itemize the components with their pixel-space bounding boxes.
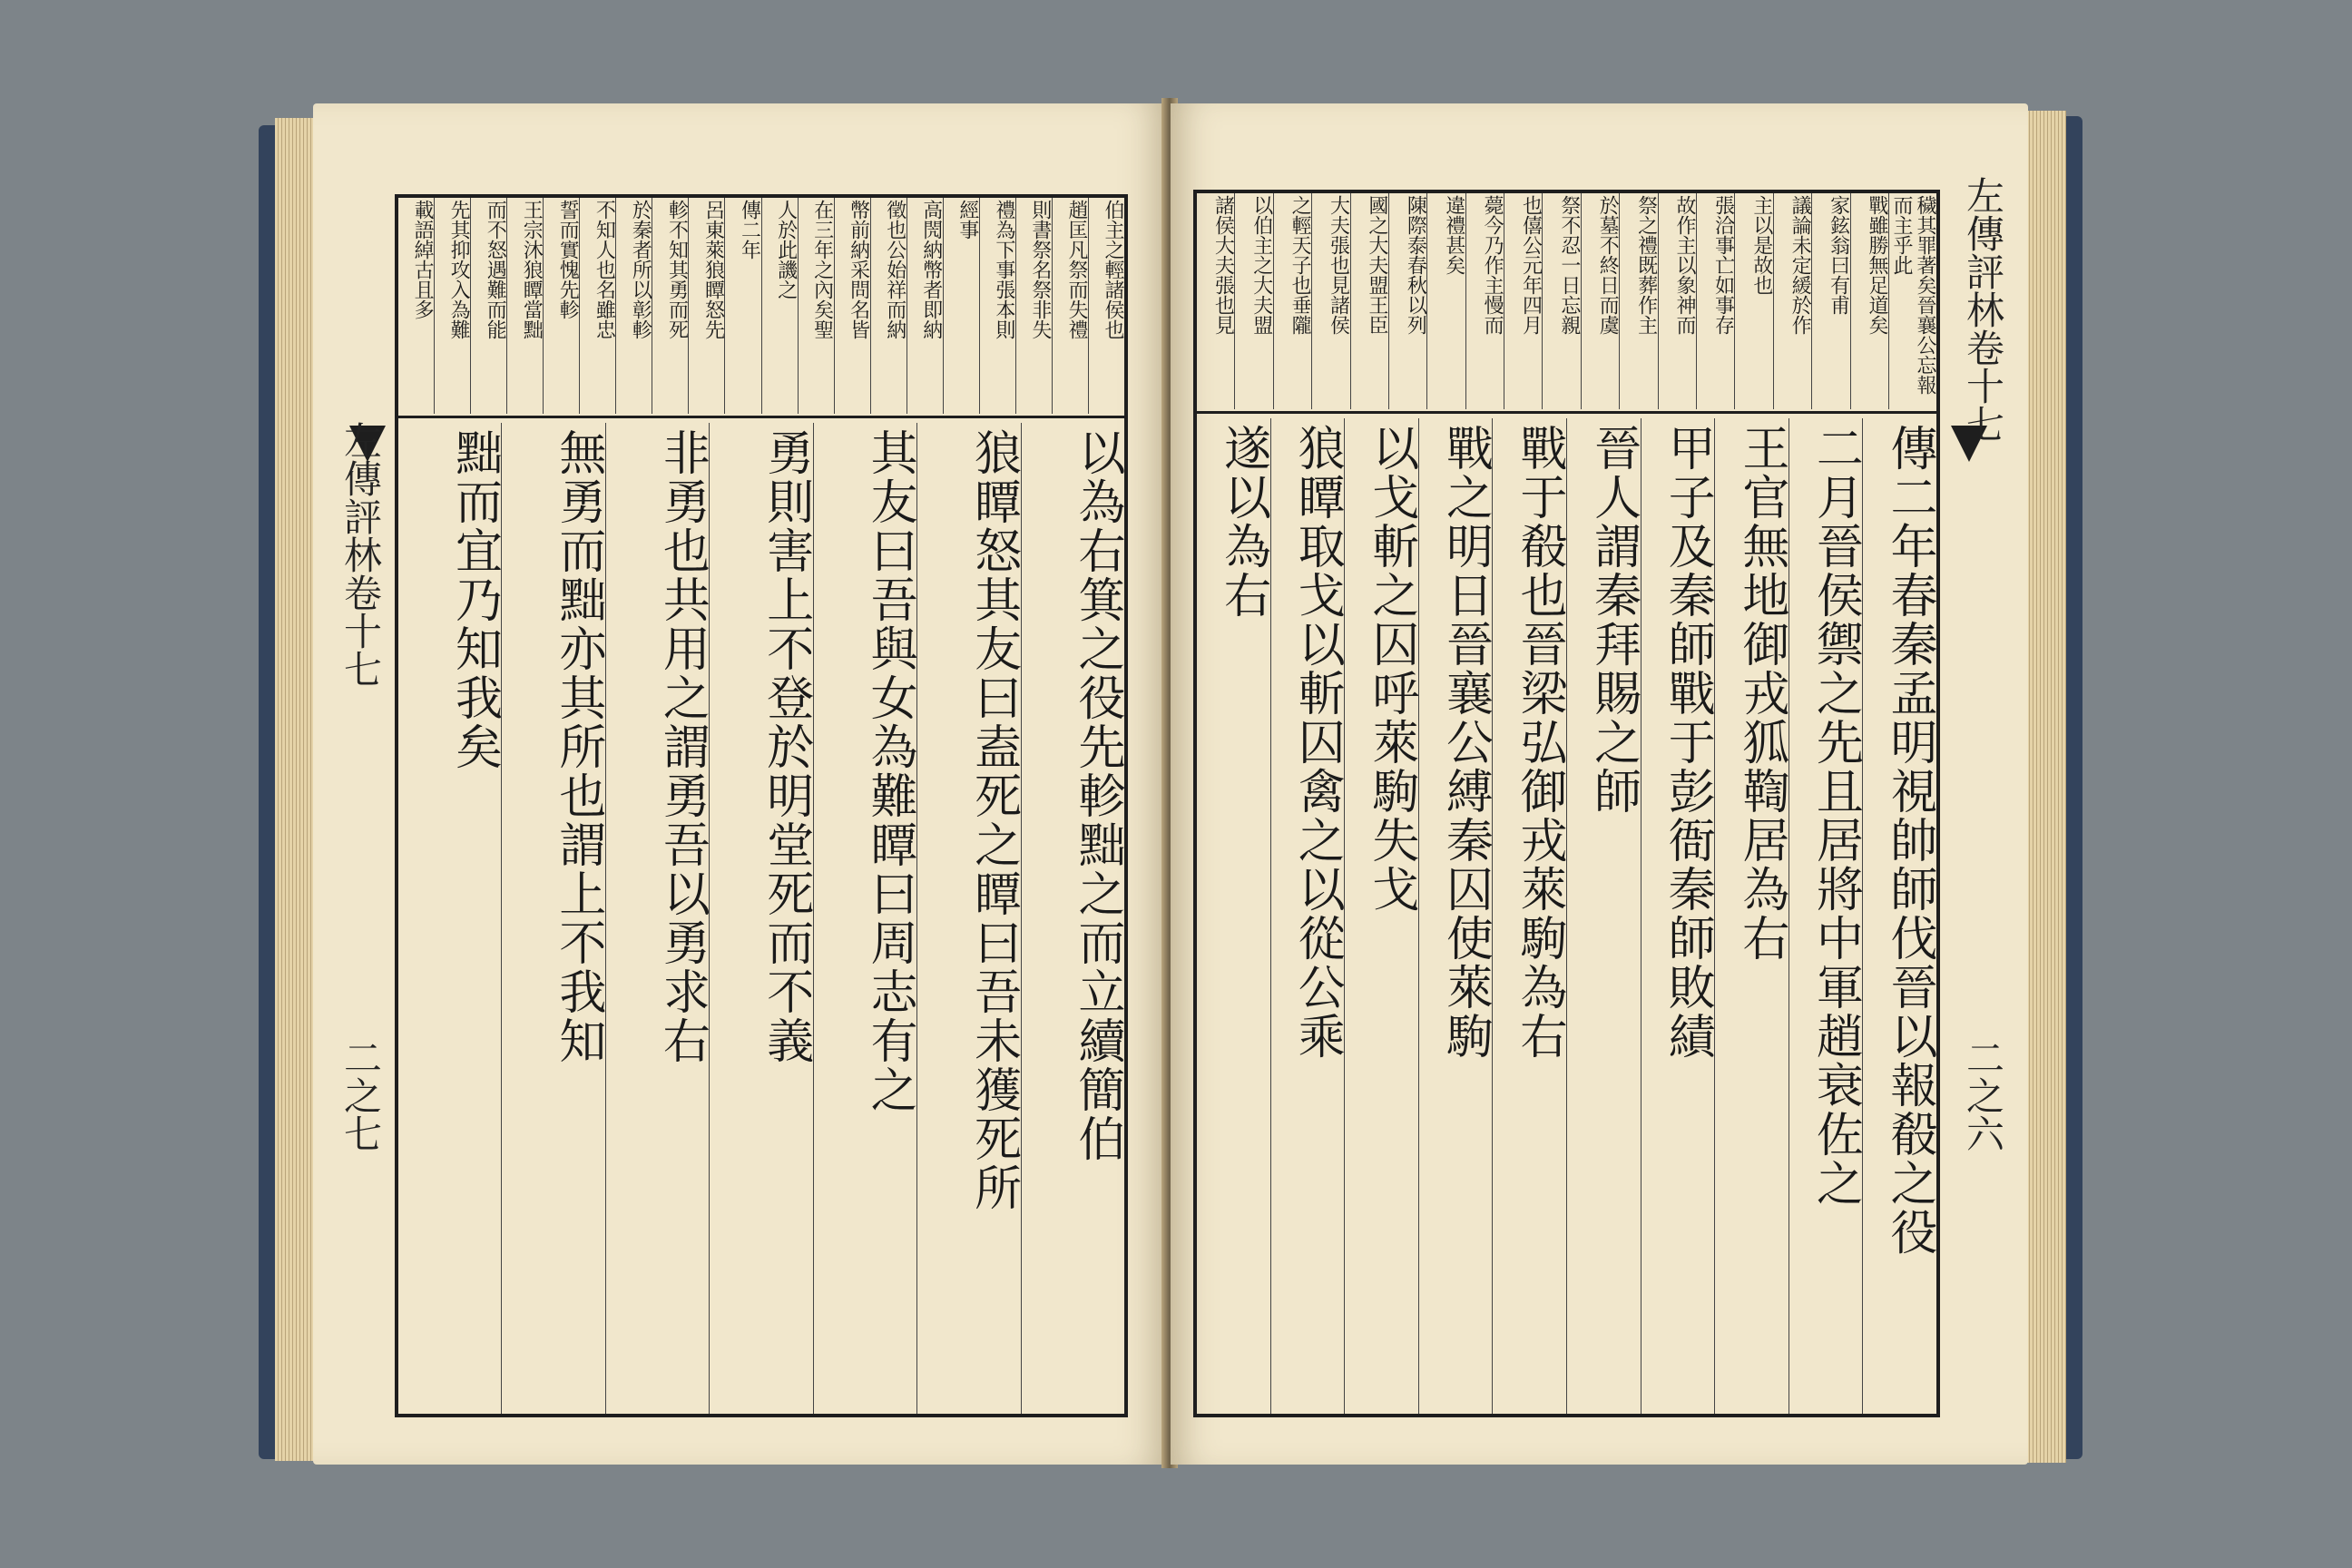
text-column: 以為右箕之役先軫黜之而立續簡伯	[1021, 423, 1124, 1414]
left-text-frame	[395, 194, 1128, 1417]
divider-rule	[398, 416, 1124, 418]
commentary-column: 不知人也名雖忠	[579, 198, 615, 414]
commentary-column: 薨今乃作主慢而	[1465, 193, 1504, 409]
left-main-text	[398, 423, 1124, 1414]
commentary-column: 呂東萊狼瞫怒先	[688, 198, 724, 414]
commentary-column: 張洽事亡如事存	[1696, 193, 1734, 409]
commentary-column: 之輕天子也垂隴	[1273, 193, 1311, 409]
commentary-column: 以伯主之大夫盟	[1234, 193, 1272, 409]
text-column: 晉人謂秦拜賜之師	[1566, 418, 1641, 1414]
commentary-column: 載語綽古且多	[411, 200, 435, 319]
divider-rule	[1197, 411, 1936, 414]
text-column: 戰之明日晉襄公縛秦囚使萊駒	[1418, 418, 1493, 1414]
left-page	[313, 103, 1166, 1465]
text-column: 狼瞫怒其友曰盍死之瞫曰吾未獲死所	[916, 423, 1020, 1414]
text-column: 無勇而黜亦其所也謂上不我知	[501, 423, 604, 1414]
commentary-column: 人於此譏之	[761, 198, 798, 414]
commentary-column: 故作主以象神而	[1658, 193, 1696, 409]
commentary-column: 在三年之內矣聖	[798, 198, 834, 414]
text-column: 遂以為右	[1215, 424, 1270, 620]
text-column: 狼瞫取戈以斬囚禽之以從公乘	[1270, 418, 1345, 1414]
commentary-column: 大夫張也見諸侯	[1311, 193, 1349, 409]
commentary-column: 徵也公始祥而納	[870, 198, 906, 414]
right-folio-number: 二之六	[1961, 1038, 2005, 1152]
text-column: 二月晉侯禦之先且居將中軍趙衰佐之	[1788, 418, 1863, 1414]
commentary-column: 軫不知其勇而死	[652, 198, 688, 414]
right-commentary-block	[1197, 193, 1936, 409]
left-folio-number: 二之七	[338, 1038, 383, 1152]
text-column: 勇則害上不登於明堂死而不義	[709, 423, 812, 1414]
commentary-column: 王宗沐狼瞫當黜	[506, 198, 543, 414]
right-margin-title: 左傳評林卷十七	[1961, 176, 2005, 443]
commentary-column: 也僖公元年四月	[1504, 193, 1542, 409]
commentary-column: 祭之禮既葬作主	[1619, 193, 1657, 409]
right-main-text	[1197, 418, 1936, 1414]
commentary-column: 於秦者所以彰軫	[615, 198, 652, 414]
commentary-column: 祭不忍一日忘親	[1542, 193, 1580, 409]
commentary-column: 誓而實愧先軫	[543, 198, 579, 414]
commentary-column: 趙匡凡祭而失禮	[1052, 198, 1088, 414]
text-column: 非勇也共用之謂勇吾以勇求右	[605, 423, 709, 1414]
left-commentary-block	[398, 198, 1124, 414]
commentary-column: 議論未定緩於作	[1773, 193, 1811, 409]
commentary-column: 伯主之輕諸侯也	[1088, 198, 1124, 414]
commentary-column: 國之大夫盟王臣	[1350, 193, 1388, 409]
text-column: 王官無地御戎狐鞫居為右	[1714, 418, 1788, 1414]
commentary-column: 則書祭名祭非失	[1015, 198, 1052, 414]
commentary-column: 幣前納采問名皆	[834, 198, 870, 414]
right-page	[1171, 103, 2028, 1465]
commentary-column: 傳二年	[724, 198, 760, 414]
open-book	[259, 98, 2082, 1495]
text-column: 以戈斬之囚呼萊駒失戈	[1344, 418, 1418, 1414]
commentary-column: 諸侯大夫張也見	[1211, 195, 1235, 335]
right-text-frame	[1193, 190, 1940, 1417]
left-margin-title: 左傳評林卷十七	[338, 421, 383, 688]
text-column: 戰于殽也晉梁弘御戎萊駒為右	[1492, 418, 1566, 1414]
commentary-column: 家鉉翁曰有甫	[1811, 193, 1849, 409]
commentary-column: 高閌納幣者即納	[906, 198, 943, 414]
commentary-column: 戰雖勝無足道矣	[1850, 193, 1888, 409]
text-column: 甲子及秦師戰于彭衙秦師敗績	[1641, 418, 1715, 1414]
commentary-column: 經事	[943, 198, 979, 414]
text-column: 傳二年春秦孟明視帥師伐晉以報殽之役	[1862, 418, 1936, 1414]
text-column: 黜而宜乃知我矣	[446, 428, 502, 771]
commentary-column: 穢其罪著矣晉襄公忘報而主乎此	[1888, 193, 1936, 409]
text-column: 其友曰吾與女為難瞫曰周志有之	[813, 423, 916, 1414]
commentary-column: 先其抑攻入為難	[434, 198, 470, 414]
commentary-column: 主以是故也	[1734, 193, 1772, 409]
commentary-column: 於墓不終日而虞	[1581, 193, 1619, 409]
commentary-column: 禮為下事張本則	[979, 198, 1015, 414]
commentary-column: 違禮甚矣	[1426, 193, 1465, 409]
commentary-column: 而不怒遇難而能	[470, 198, 506, 414]
commentary-column: 陳際泰春秋以列	[1388, 193, 1426, 409]
